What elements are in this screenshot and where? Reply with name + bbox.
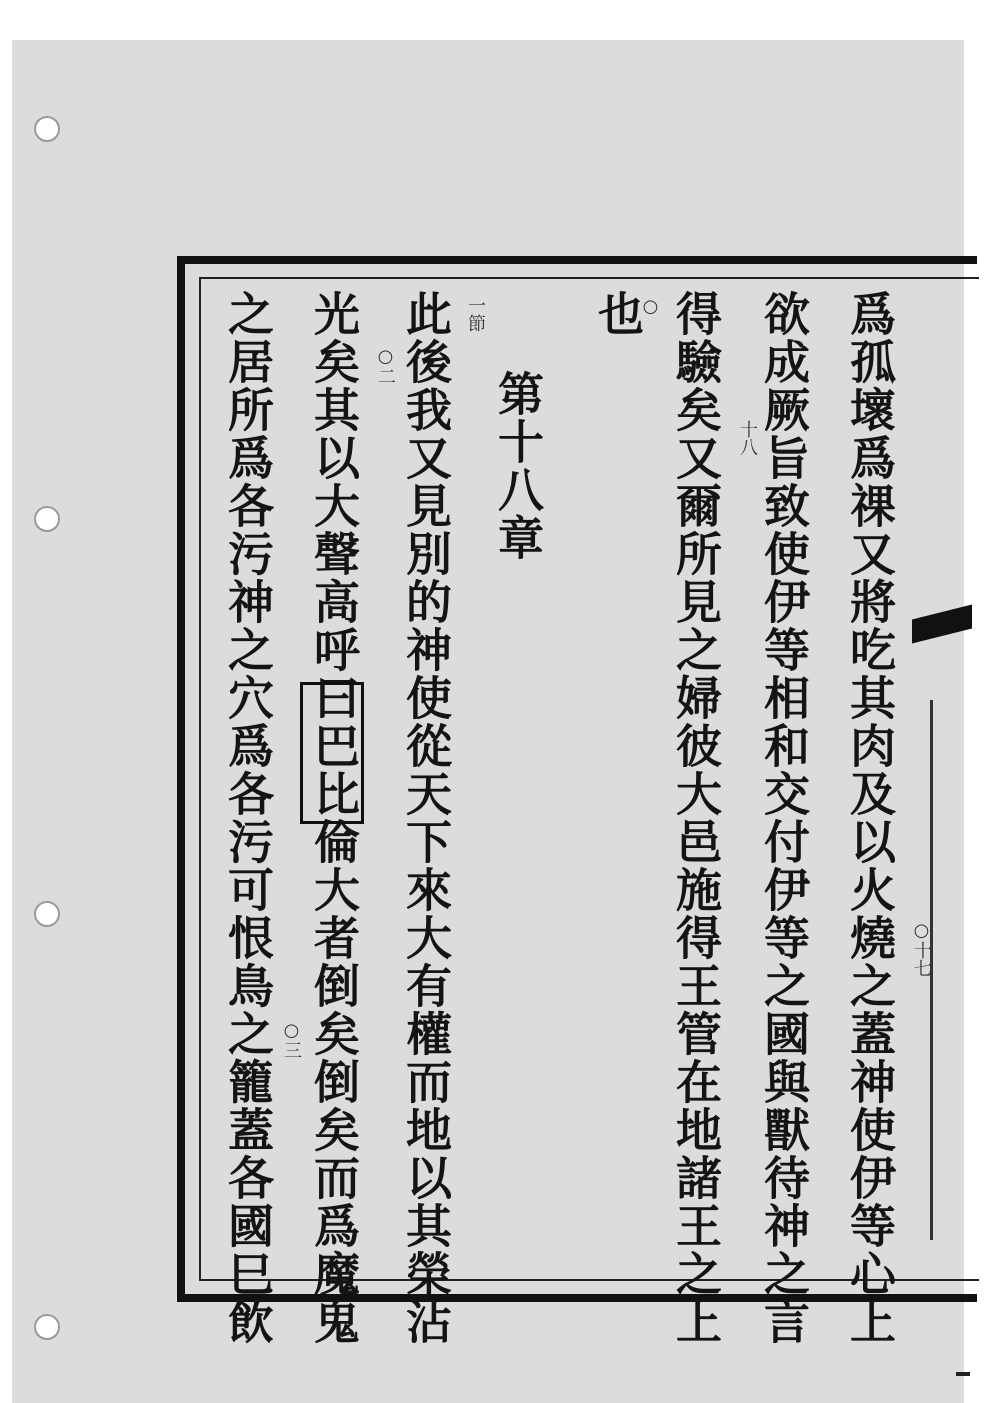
text-column-8: 之居所爲各污神之穴爲各污可恨鳥之籠蓋各國巳飲 xyxy=(221,290,275,1346)
edge-mark xyxy=(956,1372,970,1376)
verse-marker-18: 十八 xyxy=(737,420,758,456)
punch-hole xyxy=(34,116,60,142)
verse-marker-17: ○十七 xyxy=(911,920,932,977)
punch-hole xyxy=(34,506,60,532)
circle-marker: ○ xyxy=(640,296,661,317)
verse-marker-3: ○三 xyxy=(281,1020,302,1059)
text-column-4: 也 xyxy=(591,290,645,338)
text-column-2: 欲成厥旨致使伊等相和交付伊等之國與獸待神之言 xyxy=(757,290,811,1346)
adjacent-page-edge xyxy=(930,700,961,1240)
text-column-1: 爲孤壞爲祼又將吃其肉及以火燒之蓋神使伊等心上 xyxy=(843,290,897,1346)
proper-name-box xyxy=(300,682,364,824)
punch-hole xyxy=(34,1314,60,1340)
punch-hole xyxy=(34,901,60,927)
text-column-3: 得驗矣又爾所見之婦彼大邑施得王管在地諸王之上 xyxy=(669,290,723,1346)
section-marker: 一節 xyxy=(465,296,486,332)
chapter-heading: 第十八章 xyxy=(491,370,545,562)
verse-marker-2: ○二 xyxy=(375,346,396,385)
text-column-7: 光矣其以大聲高呼曰巴比倫大者倒矣倒矣而爲魔鬼 xyxy=(307,290,361,1346)
text-column-6: 此後我又見別的神使從天下來大有權而地以其榮沾 xyxy=(399,290,453,1346)
